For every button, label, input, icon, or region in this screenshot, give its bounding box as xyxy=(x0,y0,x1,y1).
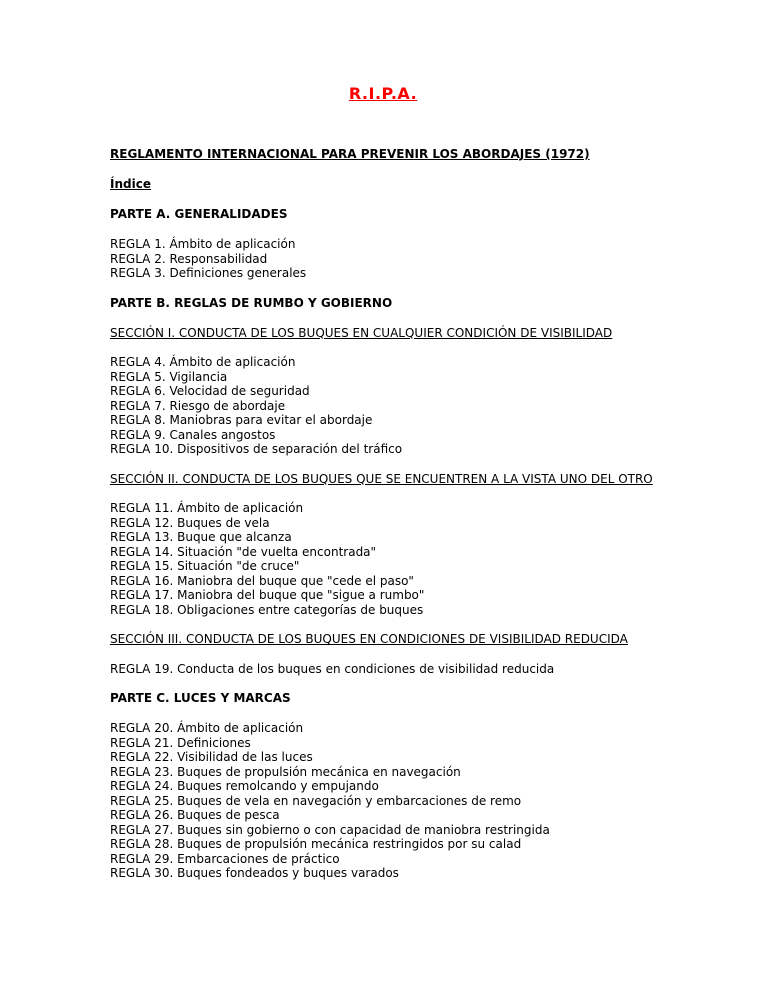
rule-item: REGLA 24. Buques remolcando y empujando xyxy=(110,779,379,794)
rule-item: REGLA 28. Buques de propulsión mecánica restringidos por su calad xyxy=(110,837,522,852)
rule-item: REGLA 25. Buques de vela en navegación y embarcaciones de remo xyxy=(110,793,522,808)
part-heading: PARTE C. LUCES Y MARCAS xyxy=(110,691,291,706)
section-heading: SECCIÓN II. CONDUCTA DE LOS BUQUES QUE SE ENCUENTREN A LA VISTA UNO DEL OTRO xyxy=(110,471,653,486)
rule-item: REGLA 3. Definiciones generales xyxy=(110,266,307,280)
rule-list xyxy=(110,355,656,457)
rule-item: REGLA 23. Buques de propulsión mecánica en navegación xyxy=(110,764,461,779)
rule-list xyxy=(110,721,656,881)
rule-item: REGLA 9. Canales angostos xyxy=(110,427,276,442)
rule-item: REGLA 10. Dispositivos de separación del tráfico xyxy=(110,442,403,457)
rule-item: REGLA 1. Ámbito de aplicación xyxy=(110,237,296,251)
rule-item: REGLA 20. Ámbito de aplicación xyxy=(110,721,304,736)
section-heading: SECCIÓN I. CONDUCTA DE LOS BUQUES EN CUALQUIER CONDICIÓN DE VISIBILIDAD xyxy=(110,325,613,340)
part-heading: PARTE B. REGLAS DE RUMBO Y GOBIERNO xyxy=(110,295,393,310)
rule-list xyxy=(110,237,656,281)
rule-item: REGLA 14. Situación "de vuelta encontrada" xyxy=(110,544,377,559)
rule-item: REGLA 21. Definiciones xyxy=(110,735,251,750)
rule-list xyxy=(110,501,656,617)
rule-item: REGLA 12. Buques de vela xyxy=(110,515,270,530)
rule-list xyxy=(110,662,656,677)
rule-item: REGLA 18. Obligaciones entre categorías de buques xyxy=(110,602,424,617)
rule-item: REGLA 17. Maniobra del buque que "sigue a rumbo" xyxy=(110,588,425,603)
rule-item: REGLA 16. Maniobra del buque que "cede el paso" xyxy=(110,573,414,588)
rule-item: REGLA 29. Embarcaciones de práctico xyxy=(110,851,340,866)
rule-item: REGLA 5. Vigilancia xyxy=(110,369,228,384)
main-heading: REGLAMENTO INTERNACIONAL PARA PREVENIR LOS ABORDAJES (1972) xyxy=(110,147,590,161)
rule-item: REGLA 6. Velocidad de seguridad xyxy=(110,384,310,399)
rule-item: REGLA 19. Conducta de los buques en condiciones de visibilidad reducida xyxy=(110,661,555,676)
document-content xyxy=(110,147,656,881)
part-heading: PARTE A. GENERALIDADES xyxy=(110,207,288,221)
rule-item: REGLA 15. Situación "de cruce" xyxy=(110,559,300,574)
document-title: R.I.P.A. xyxy=(348,84,418,103)
rule-item: REGLA 13. Buque que alcanza xyxy=(110,530,292,545)
rule-item: REGLA 26. Buques de pesca xyxy=(110,808,280,823)
rule-item: REGLA 7. Riesgo de abordaje xyxy=(110,398,286,413)
index-heading: Índice xyxy=(110,177,151,191)
section-heading: SECCIÓN III. CONDUCTA DE LOS BUQUES EN CONDICIONES DE VISIBILIDAD REDUCIDA xyxy=(110,632,628,647)
rule-item: REGLA 27. Buques sin gobierno o con capacidad de maniobra restringida xyxy=(110,822,550,837)
rule-item: REGLA 8. Maniobras para evitar el abordaje xyxy=(110,413,373,428)
rule-item: REGLA 22. Visibilidad de las luces xyxy=(110,750,313,765)
rule-item: REGLA 4. Ámbito de aplicación xyxy=(110,355,296,370)
rule-item: REGLA 30. Buques fondeados y buques varados xyxy=(110,866,399,881)
rule-item: REGLA 11. Ámbito de aplicación xyxy=(110,501,304,516)
rule-item: REGLA 2. Responsabilidad xyxy=(110,251,268,266)
